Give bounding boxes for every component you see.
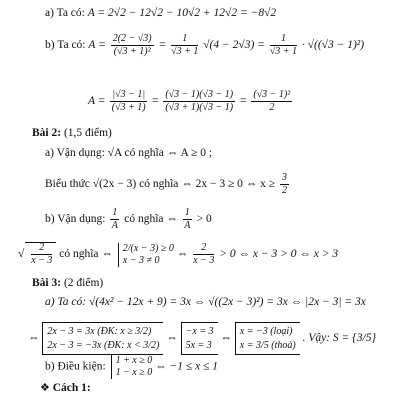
equals-2: = [239, 95, 247, 108]
ex2-a-line [45, 148, 212, 160]
expr-a: A = [88, 39, 106, 52]
root-fraction [25, 242, 56, 266]
ex3-a-line [45, 297, 366, 309]
fraction-2-num: 1 [171, 34, 198, 46]
fraction-a1-num: |√3 − 1| [112, 89, 146, 100]
iff-symbol: ⇔ [28, 332, 40, 345]
fraction-1-a-2-num: 1 [184, 207, 190, 218]
fraction-1-a [110, 208, 119, 231]
exercise-2-points: (1,5 điểm) [63, 127, 112, 139]
method-1-line [40, 383, 91, 395]
ex2-root-result: > 0 ⇔ x − 3 > 0 ⇔ x > 3 [219, 248, 339, 261]
fraction-1-a-num: 1 [112, 207, 118, 218]
result-bracket [235, 322, 300, 355]
condition-brace [111, 355, 153, 379]
iff-symbol-3: ⇔ [220, 332, 232, 345]
condition-row-2: 1 − x ≥ 0 [115, 367, 153, 378]
solution-set: . Vậy: S = {3/5} [302, 332, 377, 345]
ex3-b-result: ⇔ −1 ≤ x ≤ 1 [155, 360, 218, 373]
system-row-2: x − 3 ≠ 0 [122, 254, 160, 266]
ex2-a-text: a) Vận dụng: √A có nghĩa ⇔ A ≥ 0 ; [45, 147, 213, 159]
ex2-root-iff: ⇔ [176, 248, 189, 261]
fraction-3-2 [280, 173, 289, 196]
fraction-a3-num: (√3 − 1)² [253, 89, 291, 100]
root-fraction-den: x − 3 [31, 255, 53, 266]
system-row-1: 2/(x − 3) ≥ 0 [122, 242, 174, 254]
ex2-b-label: b) Vận dụng: [45, 213, 106, 226]
fraction-1-a-2 [183, 208, 192, 231]
fraction-2-den: √3 + 1 [171, 46, 199, 57]
fraction-2 [171, 34, 198, 57]
fraction-a1-den: (√3 + 1) [111, 102, 146, 113]
ex2-b-line [45, 208, 212, 231]
exercise-3-points: (2 điểm) [63, 277, 104, 289]
fraction-1-a-den: A [111, 220, 118, 231]
part-a-expression: A = 2√2 − 12√2 − 10√2 + 12√2 = −8√2 [87, 7, 277, 19]
expr-b: = [158, 39, 167, 52]
fraction-a3 [251, 90, 292, 113]
ex3-b-line [45, 355, 218, 379]
case-bracket [42, 322, 163, 355]
mid-bracket [181, 322, 218, 355]
case-row-1: 2x − 3 = 3x (ĐK: x ≥ 3/2) [47, 326, 152, 337]
root-fraction-inner [31, 243, 52, 266]
mid-row-2: 5x = 3 [185, 339, 212, 351]
fraction-2-x3-num: 2 [193, 243, 214, 255]
fraction-2-x3-den: x − 3 [193, 255, 215, 266]
exercise-3-heading [32, 278, 103, 290]
result-row-2: x = 3/5 (thoả) [239, 339, 296, 351]
ex2-root-line [24, 242, 338, 267]
part-a-label: a) Ta có: [45, 7, 85, 19]
fraction-a2-den: (√3 + 1)(√3 − 1) [165, 102, 234, 113]
diamond-bullet-icon: ❖ [40, 382, 50, 394]
root-fraction-num: √ 2 [31, 243, 52, 255]
exercise-2-heading [32, 128, 112, 140]
ex2-b-end: > 0 [196, 213, 212, 226]
ex3-b-label: b) Điều kiện: [45, 360, 106, 373]
ex2-expression-text: Biểu thức √(2x − 3) có nghĩa ⇔ 2x − 3 ≥ 0 ⇔ x ≥ [45, 178, 276, 191]
expr-c: √(4 − 2√3) = [203, 39, 265, 52]
fraction-1-num: 2(2 − √3) [112, 33, 152, 44]
fraction-1 [111, 34, 154, 57]
ex3-case-line [28, 322, 376, 355]
equals-1: = [151, 95, 159, 108]
ex2-root-text: có nghĩa ⇔ [59, 248, 113, 261]
fraction-a2-num: (√3 − 1)(√3 − 1) [165, 89, 234, 100]
fraction-1-a-2-den: A [184, 220, 191, 231]
a-value-line [88, 90, 294, 113]
ex2-expression-line [45, 173, 291, 196]
condition-row-1: 1 + x ≥ 0 [115, 355, 153, 366]
a-equals: A = [88, 95, 106, 108]
system-brace [118, 243, 174, 267]
fraction-a3-den: 2 [269, 102, 275, 113]
fraction-3-2-den: 2 [281, 185, 287, 196]
ex2-b-text: có nghĩa ⇔ [124, 213, 178, 226]
fraction-3-den: √3 + 1 [269, 46, 298, 57]
fraction-3 [270, 34, 297, 57]
fraction-a2 [163, 90, 235, 113]
fraction-3-2-num: 3 [281, 172, 287, 183]
expr-d: · √((√3 − 1)²) [301, 39, 365, 52]
fraction-1-den: (√3 + 1)² [113, 46, 151, 57]
fraction-a1 [110, 90, 147, 113]
part-b-label: b) Ta có: [45, 39, 86, 52]
result-row-1: x = −3 (loại) [239, 326, 293, 337]
part-b-line [45, 34, 364, 57]
exercise-3-title: Bài 3: [32, 277, 62, 289]
case-row-2: 2x − 3 = −3x (ĐK: x < 3/2) [47, 339, 160, 351]
fraction-3-num: 1 [270, 34, 297, 46]
exercise-2-title: Bài 2: [32, 127, 62, 139]
fraction-2-x3 [193, 243, 214, 266]
method-1-title: Cách 1: [52, 382, 91, 394]
mid-row-1: −x = 3 [185, 326, 214, 337]
iff-symbol-2: ⇔ [166, 332, 178, 345]
part-a-line [45, 8, 276, 20]
ex3-a-text: a) Ta có: √(4x² − 12x + 9) = 3x ⇔ √((2x − 3)²) = 3x ⇔ |2x − 3| = 3x [45, 296, 366, 308]
